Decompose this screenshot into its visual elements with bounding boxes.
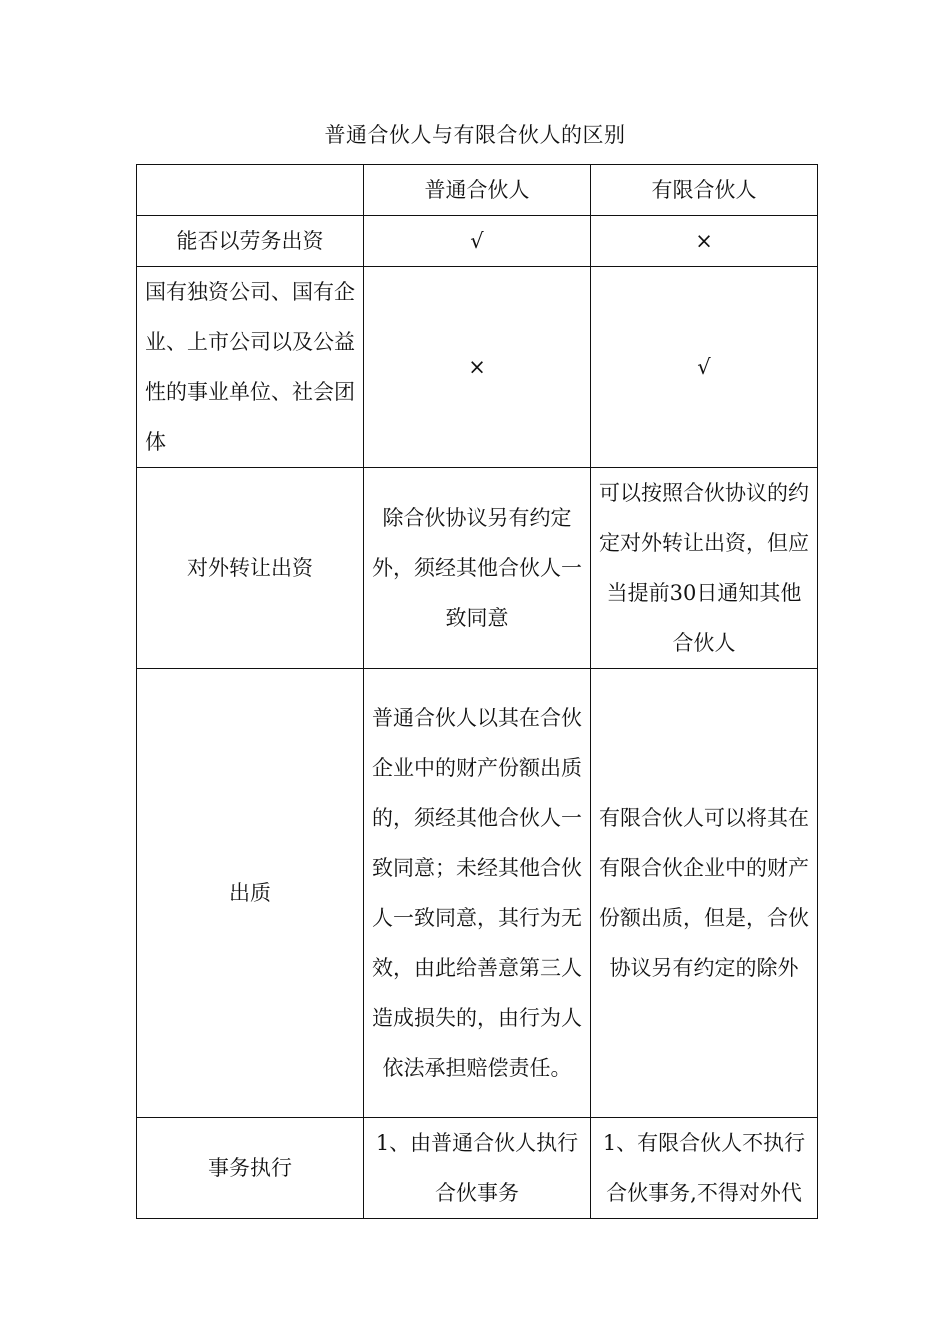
table-row xyxy=(137,216,818,267)
general-partner-execution-rule: 1、由普通合伙人执行合伙事务 xyxy=(364,1118,591,1219)
header-cell-general-partner: 普通合伙人 xyxy=(364,165,591,216)
table-header-row xyxy=(137,165,818,216)
limited-partner-execution-rule: 1、有限合伙人不执行合伙事务,不得对外代 xyxy=(591,1118,818,1219)
comparison-table xyxy=(136,164,818,1219)
table-row xyxy=(137,267,818,468)
check-mark: √ xyxy=(364,216,591,267)
header-cell-empty xyxy=(137,165,364,216)
limited-partner-transfer-rule: 可以按照合伙协议的约定对外转让出资，但应当提前30日通知其他合伙人 xyxy=(591,468,818,669)
general-partner-pledge-rule: 普通合伙人以其在合伙企业中的财产份额出质的，须经其他合伙人一致同意；未经其他合伙人一致同意，其行为无效，由此给善意第三人造成损失的，由行为人依法承担赔偿责任。 xyxy=(364,669,591,1118)
row-label-labor-contribution: 能否以劳务出资 xyxy=(137,216,364,267)
table-row xyxy=(137,1118,818,1219)
row-label-state-entities: 国有独资公司、国有企业、上市公司以及公益性的事业单位、社会团体 xyxy=(137,267,364,468)
row-label-affairs-execution: 事务执行 xyxy=(137,1118,364,1219)
header-cell-limited-partner: 有限合伙人 xyxy=(591,165,818,216)
cross-mark: × xyxy=(364,267,591,468)
check-mark: √ xyxy=(591,267,818,468)
limited-partner-pledge-rule: 有限合伙人可以将其在有限合伙企业中的财产份额出质，但是，合伙协议另有约定的除外 xyxy=(591,669,818,1118)
page-title: 普通合伙人与有限合伙人的区别 xyxy=(324,123,626,147)
row-label-external-transfer: 对外转让出资 xyxy=(137,468,364,669)
table-row xyxy=(137,468,818,669)
cross-mark: × xyxy=(591,216,818,267)
general-partner-transfer-rule: 除合伙协议另有约定外，须经其他合伙人一致同意 xyxy=(364,468,591,669)
table-row xyxy=(137,669,818,1118)
row-label-pledge: 出质 xyxy=(137,669,364,1118)
